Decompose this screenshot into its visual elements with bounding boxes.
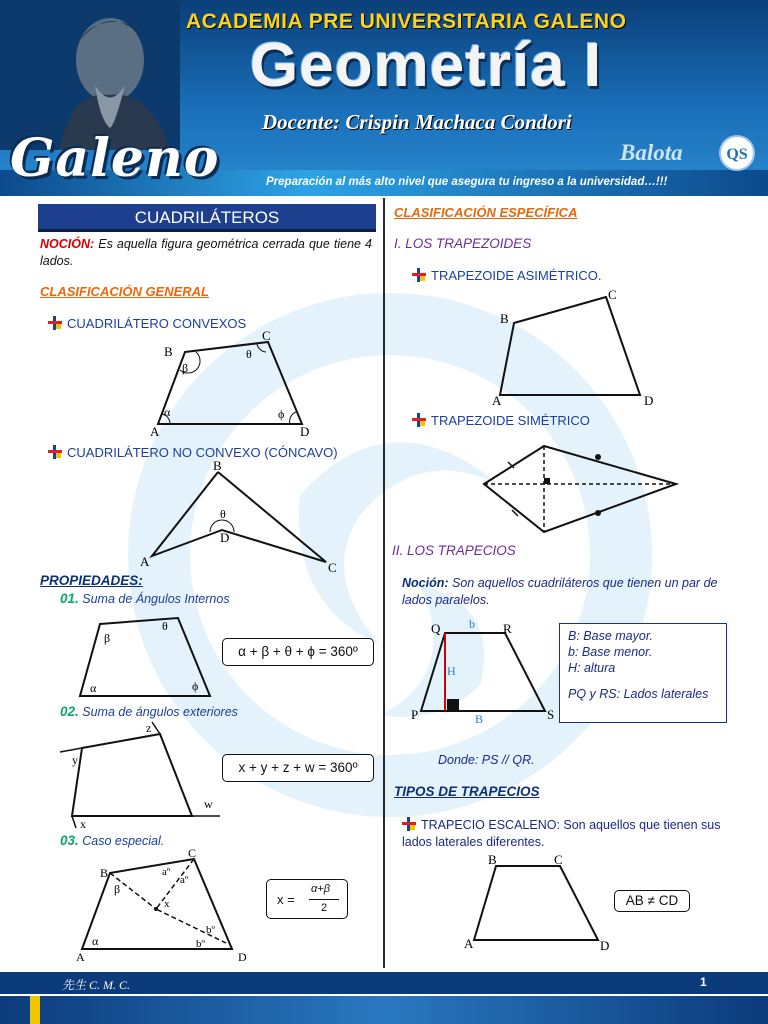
prop2-text: Suma de ángulos exteriores <box>78 705 238 719</box>
bullet-icon <box>402 817 416 831</box>
label-w: w <box>204 797 213 811</box>
label-beta: β <box>182 361 189 375</box>
label-B: B <box>164 344 173 359</box>
header-banner <box>0 0 768 196</box>
footer <box>0 970 768 1024</box>
galeno-logo: Galeno <box>10 128 220 189</box>
symmetric-label: TRAPEZOIDE SIMÉTRICO <box>431 413 590 428</box>
label-D: D <box>220 530 230 545</box>
label-B: B <box>213 458 222 473</box>
label-A: A <box>150 424 160 439</box>
prop3-formula-numerator: α+β <box>311 883 330 895</box>
convex-quadrilateral-figure <box>140 330 330 440</box>
prop1-number: 01. <box>60 591 79 606</box>
label-B: B <box>500 311 509 326</box>
label-a2: aº <box>180 874 189 886</box>
page-title: Geometría I <box>250 31 603 100</box>
label-y: y <box>72 753 78 767</box>
bullet-icon <box>412 268 426 282</box>
label-C: C <box>262 330 271 343</box>
column-divider <box>383 198 385 968</box>
escaleno-row <box>402 817 732 851</box>
symmetric-trapezoid-figure <box>478 440 683 536</box>
label-b1: bº <box>206 924 215 936</box>
label-a1: aº <box>162 866 171 878</box>
label-D: D <box>300 424 310 439</box>
label-S: S <box>547 707 555 722</box>
label-P: P <box>411 707 419 722</box>
bullet-icon <box>48 445 62 459</box>
asymmetric-trapezoid-figure <box>490 285 670 410</box>
label-b: b <box>469 617 475 631</box>
label-b2: bº <box>196 938 205 950</box>
label-theta: θ <box>162 619 168 633</box>
footer-band <box>0 996 768 1024</box>
trapecio-nocion-label: Noción: <box>402 576 449 590</box>
trapecio-nocion-paragraph <box>402 575 730 609</box>
info-line: b: Base menor. <box>568 645 653 659</box>
prop2-formula: x + y + z + w = 360º <box>222 754 374 782</box>
label-D: D <box>644 393 654 408</box>
prop1-formula: α + β + θ + ϕ = 360º <box>222 638 374 666</box>
general-classification-heading: CLASIFICACIÓN GENERAL <box>40 284 209 299</box>
label-C: C <box>328 560 337 575</box>
label-z: z <box>146 721 152 735</box>
label-x: x <box>80 817 86 830</box>
concave-label: CUADRILÁTERO NO CONVEXO (CÓNCAVO) <box>67 445 338 460</box>
symmetric-label-row <box>412 413 590 428</box>
trapecio-nocion-text: Son aquellos cuadriláteros que tienen un par de lados paralelos. <box>402 576 718 607</box>
donde-note: Donde: PS // QR. <box>438 753 535 767</box>
prop3-text: Caso especial. <box>78 834 165 848</box>
prop3-figure <box>70 845 260 965</box>
label-B: B <box>475 712 484 726</box>
prop1-row <box>60 590 230 608</box>
info-line: B: Base mayor. <box>568 629 653 643</box>
label-theta: θ <box>220 507 226 521</box>
label-beta: β <box>114 882 121 896</box>
label-phi: ϕ <box>278 407 285 421</box>
label-phi: ϕ <box>192 679 199 693</box>
balota-label: Balota <box>620 140 683 165</box>
footer-signature: 先生 C. M. C. <box>62 978 131 992</box>
prop3-formula <box>266 879 348 919</box>
info-line: H: altura <box>568 661 616 675</box>
escaleno-figure <box>460 850 620 954</box>
page-number: 1 <box>700 975 707 989</box>
specific-classification-heading: CLASIFICACIÓN ESPECÍFICA <box>394 205 578 220</box>
concave-quadrilateral-figure <box>130 458 350 578</box>
trapezoids-heading: I. LOS TRAPEZOIDES <box>394 236 532 251</box>
label-alpha: α <box>92 934 99 948</box>
prop2-number: 02. <box>60 704 79 719</box>
label-A: A <box>464 936 474 951</box>
nocion-label: NOCIÓN: <box>40 237 95 251</box>
label-B: B <box>100 866 109 880</box>
tipos-heading: TIPOS DE TRAPECIOS <box>394 784 540 799</box>
trapecio-figure <box>405 615 560 727</box>
asymmetric-label: TRAPEZOIDE ASIMÉTRICO. <box>431 268 602 283</box>
teacher-name: Docente: Crispin Machaca Condori <box>262 110 572 134</box>
trapecios-heading: II. LOS TRAPECIOS <box>392 543 516 558</box>
info-line: PQ y RS: Lados laterales <box>568 687 709 701</box>
label-Q: Q <box>431 621 441 636</box>
label-H: H <box>447 664 456 678</box>
convex-label-row <box>48 316 246 331</box>
academy-name: ACADEMIA PRE UNIVERSITARIA GALENO <box>186 10 627 33</box>
balota-badge-icon <box>712 134 762 172</box>
label-A: A <box>492 393 502 408</box>
label-R: R <box>503 621 512 636</box>
fraction-bar <box>309 899 339 900</box>
slogan: Preparación al más alto nivel que asegura tu ingreso a la universidad…!!! <box>266 176 668 188</box>
label-x: x <box>164 898 170 910</box>
prop3-number: 03. <box>60 833 79 848</box>
footer-accent <box>30 996 40 1024</box>
bullet-icon <box>48 316 62 330</box>
asymmetric-label-row <box>412 268 601 283</box>
label-alpha: α <box>164 405 171 419</box>
prop3-formula-lhs: x = <box>277 892 295 907</box>
balota-badge-text: QS <box>726 146 748 163</box>
escaleno-formula: AB ≠ CD <box>614 890 690 912</box>
prop2-figure <box>60 720 230 830</box>
prop2-row <box>60 703 238 721</box>
prop3-formula-denominator: 2 <box>321 902 328 914</box>
label-B: B <box>488 852 497 867</box>
prop1-text: Suma de Ángulos Internos <box>78 592 230 606</box>
label-C: C <box>554 852 563 867</box>
trapecio-info-box <box>559 623 727 723</box>
convex-label: CUADRILÁTERO CONVEXOS <box>67 316 247 331</box>
label-alpha: α <box>90 681 97 695</box>
bullet-icon <box>412 413 426 427</box>
label-beta: β <box>104 631 111 645</box>
label-theta: θ <box>246 347 252 361</box>
label-D: D <box>238 950 247 964</box>
nocion-paragraph <box>40 236 372 270</box>
section-title: CUADRILÁTEROS <box>38 204 376 232</box>
label-D: D <box>600 938 610 953</box>
escaleno-text: TRAPECIO ESCALENO: Son aquellos que tienen sus lados laterales diferentes. <box>402 818 721 849</box>
label-A: A <box>140 554 150 569</box>
label-A: A <box>76 950 85 964</box>
nocion-text: Es aquella figura geométrica cerrada que tiene 4 lados. <box>40 237 372 268</box>
label-C: C <box>608 287 617 302</box>
properties-heading: PROPIEDADES: <box>40 573 143 588</box>
label-C: C <box>188 846 197 860</box>
prop1-figure <box>70 610 220 702</box>
